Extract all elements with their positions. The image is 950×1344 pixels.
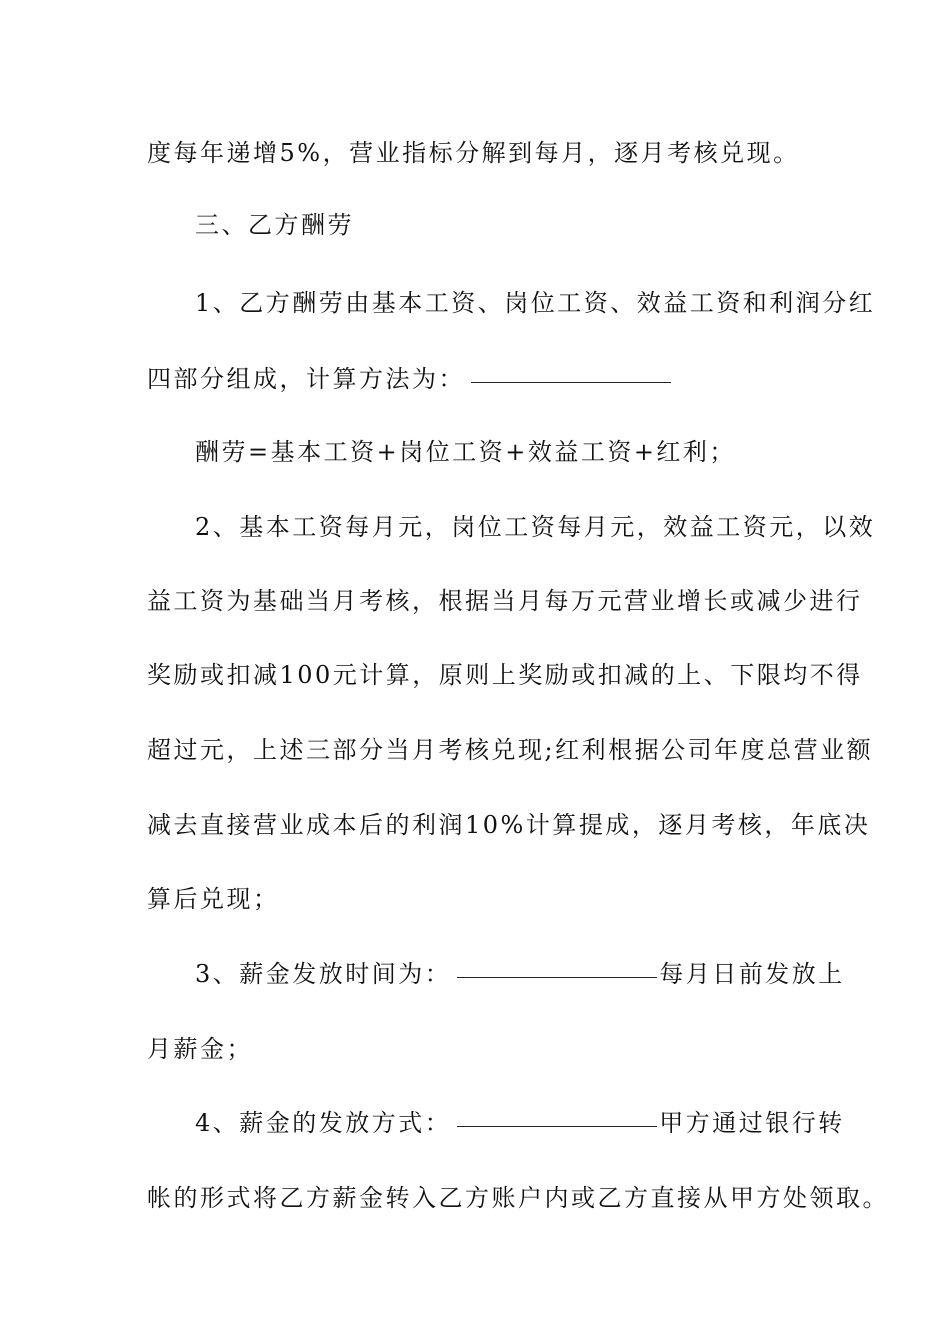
text-line: 四部分组成，计算方法为： xyxy=(147,365,465,393)
text-line: 度每年递增5%，营业指标分解到每月，逐月考核兑现。 xyxy=(147,139,800,167)
text-line: 算后兑现； xyxy=(147,885,280,913)
paragraph-line xyxy=(147,364,673,394)
paragraph-line xyxy=(147,138,800,168)
text-line: 3、薪金发放时间为： xyxy=(195,960,452,988)
text-line: 甲方通过银行转 xyxy=(659,1109,845,1137)
paragraph-line xyxy=(147,1183,889,1213)
paragraph-line xyxy=(195,1108,845,1138)
text-line: 每月日前发放上 xyxy=(659,960,845,988)
paragraph-line xyxy=(147,810,870,840)
text-line: 奖励或扣减100元计算，原则上奖励或扣减的上、下限均不得 xyxy=(147,661,863,689)
section-heading-text: 三、乙方酬劳 xyxy=(195,211,354,239)
text-line: 益工资为基础当月考核，根据当月每万元营业增长或减少进行 xyxy=(147,587,863,615)
paragraph-line xyxy=(147,1034,253,1064)
paragraph-line xyxy=(147,586,863,616)
fill-in-blank[interactable] xyxy=(457,976,657,978)
paragraph-line xyxy=(147,660,863,690)
paragraph-line xyxy=(195,437,736,467)
paragraph-line xyxy=(195,288,875,318)
text-line: 帐的形式将乙方薪金转入乙方账户内或乙方直接从甲方处领取。 xyxy=(147,1184,889,1212)
text-line: 2、基本工资每月元，岗位工资每月元，效益工资元，以效 xyxy=(195,513,876,541)
section-heading xyxy=(195,210,354,240)
text-line: 月薪金； xyxy=(147,1035,253,1063)
paragraph-line xyxy=(195,512,875,542)
text-line: 1、乙方酬劳由基本工资、岗位工资、效益工资和利润分红 xyxy=(195,289,876,317)
formula-text: 酬劳=基本工资+岗位工资+效益工资+红利； xyxy=(195,438,736,466)
text-line: 减去直接营业成本后的利润10%计算提成，逐月考核，年底决 xyxy=(147,811,871,839)
text-line: 超过元，上述三部分当月考核兑现;红利根据公司年度总营业额 xyxy=(147,736,874,764)
fill-in-blank[interactable] xyxy=(457,1125,657,1127)
paragraph-line xyxy=(147,735,873,765)
fill-in-blank[interactable] xyxy=(471,381,671,383)
text-line: 4、薪金的发放方式： xyxy=(195,1109,452,1137)
paragraph-line xyxy=(147,884,280,914)
paragraph-line xyxy=(195,959,845,989)
